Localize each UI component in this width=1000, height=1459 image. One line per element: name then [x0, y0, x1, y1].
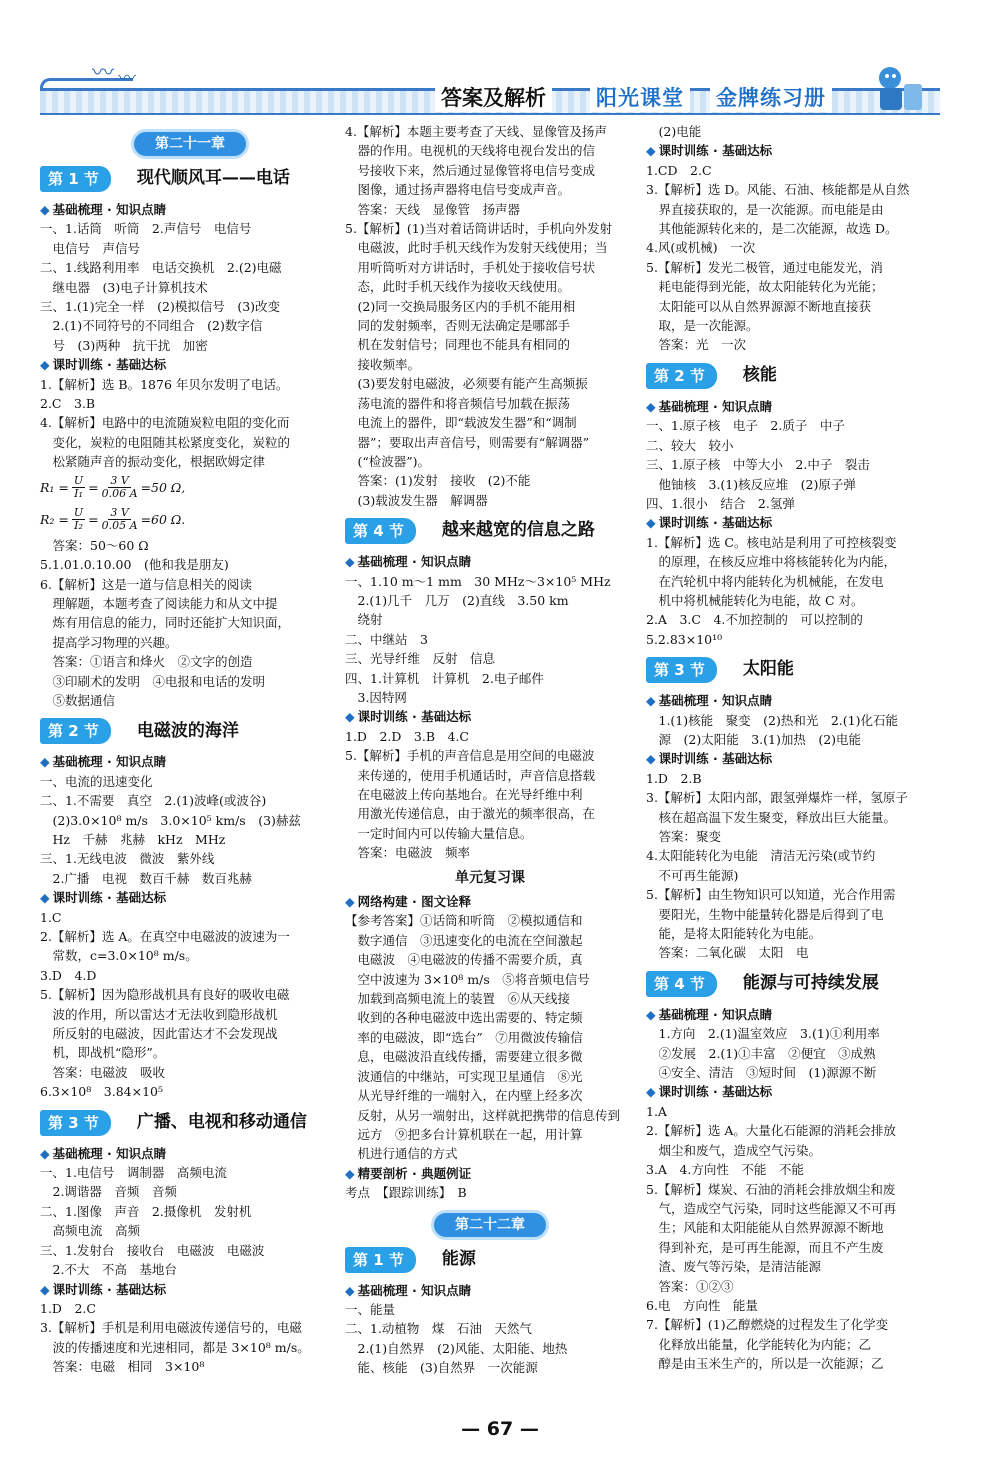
subheading: ◆ 网络构建 · 图文诠释	[345, 892, 635, 911]
section-title: 核能	[742, 365, 777, 386]
answer-line: 率的电磁波，即“选台” ⑦用微波传输信	[345, 1029, 583, 1045]
answer-line: 耗电能得到光能，故太阳能转化为光能；	[646, 279, 884, 295]
answer-line: (2)同一交换局服务区内的手机不能用相	[345, 298, 576, 314]
answer-line: 答案：50～60 Ω	[40, 537, 149, 553]
answer-line: 太阳能可以从自然界源源不断地直接获	[646, 298, 872, 314]
answer-line: 三、1.(1)完全一样 (2)模拟信号 (3)改变	[40, 299, 281, 315]
answer-list	[646, 711, 940, 750]
answer-line: 4.【解析】本题主要考查了天线、显像管及扬声	[345, 124, 607, 139]
answer-line: (“检波器”)。	[345, 453, 431, 469]
answer-line: 变化，炭粒的电阻随其松紧度变化，炭粒的	[40, 434, 291, 450]
answer-line: 息，电磁波沿直线传播，需要建立很多微	[345, 1049, 583, 1065]
answer-list	[345, 911, 635, 1163]
answer-line: 1.A	[646, 1103, 667, 1119]
answer-line: 松紧随声音的振动变化，根据欧姆定律	[40, 454, 266, 470]
answer-line: 能、核能 (3)自然界 一次能源	[345, 1360, 538, 1376]
subheading: ◆ 课时训练 · 基础达标	[40, 355, 340, 374]
answer-line: 答案：聚变	[646, 829, 722, 844]
page-header	[0, 0, 1000, 118]
answer-line: 4.风(或机械) 一次	[646, 240, 756, 256]
answer-line: 化释放出能量，化学能转化为内能；乙	[646, 1336, 872, 1352]
answer-line: 器”；要取出声音信号，则需要有“解调器”	[345, 434, 590, 450]
answer-line: 答案：二氧化碳 太阳 电	[646, 945, 809, 961]
answer-line: 3.【解析】手机是利用电磁波传递信号的，电磁	[40, 1320, 302, 1336]
answer-line: 4.太阳能转化为电能 清洁无污染(或节约	[646, 848, 876, 864]
answer-line: 醇是由玉米生产的，所以是一次能源；乙	[646, 1356, 884, 1372]
answer-line: 5.【解析】因为隐形战机具有良好的吸收电磁	[40, 987, 290, 1003]
answer-line: 5.【解析】由生物知识可以知道，光合作用需	[646, 887, 896, 903]
answer-line: 5.2.83×10¹⁰	[646, 631, 723, 647]
answer-line: 收到的各种电磁波中选出需要的、特定频	[345, 1010, 583, 1026]
answer-line: 1.【解析】选 B。1876 年贝尔发明了电话。	[40, 376, 289, 392]
answer-line: 6.电 方向性 能量	[646, 1297, 758, 1313]
answer-line: 数字通信 ③迅速变化的电流在空间激起	[345, 932, 583, 948]
answer-line: 2.调谐器 音频 音频	[40, 1184, 177, 1200]
answer-line: 电磁波 ④电磁波的传播不需要介质，真	[345, 952, 583, 968]
answer-line: 考点 【跟踪训练】 B	[345, 1185, 467, 1201]
answer-line: 远方 ⑨把多台计算机联在一起，用计算	[345, 1126, 583, 1142]
answer-line: ⑤数据通信	[40, 692, 116, 708]
column-middle	[345, 122, 635, 1378]
answer-line: 2.广播 电视 数百千赫 数百兆赫	[40, 870, 252, 886]
answer-line: 1.D 2.C	[40, 1300, 96, 1316]
section-header	[40, 166, 340, 192]
answer-line: 答案：电磁波 频率	[345, 845, 471, 861]
answer-line: 3.【解析】选 D。风能、石油、核能都是从自然	[646, 182, 910, 198]
numerator: 3 V	[110, 474, 129, 488]
answer-line: 荡电流的器件和将音频信号加载在振荡	[345, 395, 571, 411]
answer-line: 4.【解析】电路中的电流随炭粒电阻的变化而	[40, 415, 290, 431]
section-tag: 第 4 节	[345, 518, 416, 544]
answer-line: 1.CD 2.C	[646, 162, 712, 178]
fraction	[102, 507, 138, 532]
answer-line: 接收频率。	[345, 356, 421, 372]
answer-line: 用听筒听对方讲话时，手机处于接收信号状	[345, 259, 596, 275]
answer-line: 用激光传递信息，由于激光的频率很高，在	[345, 806, 596, 822]
answer-line: 机中将机械能转化为电能，故 C 对。	[646, 592, 864, 608]
section-tag: 第 3 节	[40, 1110, 111, 1136]
answer-line: 一、电流的迅速变化	[40, 773, 153, 789]
answer-line: 三、1.无线电波 微波 紫外线	[40, 851, 215, 867]
answer-line: 波通信的中继站，可实现卫星通信 ⑧光	[345, 1068, 583, 1084]
numerator: 3 V	[110, 506, 129, 520]
subheading: ◆ 课时训练 · 基础达标	[40, 888, 340, 907]
subheading: ◆ 基础梳理 · 知识点睛	[345, 552, 635, 571]
answer-line: 生；风能和太阳能能从自然界源源不断地	[646, 1220, 884, 1236]
subheading: ◆ 基础梳理 · 知识点睛	[345, 1281, 635, 1300]
answer-line: 5.【解析】煤炭、石油的消耗会排放烟尘和废	[646, 1181, 896, 1197]
header-title: 答案及解析	[435, 82, 552, 112]
answer-line: (3)载波发生器 解调器	[345, 492, 488, 508]
equals-sign: =	[88, 511, 99, 527]
section-title: 太阳能	[742, 659, 794, 680]
section-header	[345, 1247, 635, 1273]
subheading: ◆ 基础梳理 · 知识点睛	[646, 1005, 940, 1024]
page-number: — 67 —	[461, 1418, 539, 1440]
answer-line: 来传递的，使用手机通话时，声音信息搭载	[345, 767, 596, 783]
answer-list	[40, 772, 340, 888]
answer-line: 答案：①②③	[646, 1278, 734, 1294]
fraction	[72, 507, 85, 532]
answer-line: 2.【解析】选 A。在真空中电磁波的波速为一	[40, 929, 290, 944]
answer-line: 三、1.原子核 中等大小 2.中子 裂击	[646, 457, 870, 473]
section-tag: 第 1 节	[40, 166, 111, 192]
answer-line: 界直接获取的，是一次能源。而电能是由	[646, 201, 884, 217]
answer-line: 空中波速为 3×10⁸ m/s ⑤将音频电信号	[345, 971, 590, 987]
answer-list	[646, 769, 940, 963]
mascot-icon	[868, 58, 928, 114]
answer-line: 5.【解析】(1)当对着话筒讲话时，手机向外发射	[345, 221, 613, 237]
answer-line: 电流上的器件，即“载波发生器”和“调制	[345, 415, 577, 431]
answer-line: 1.D 2.D 3.B 4.C	[345, 728, 469, 744]
answer-line: 答案：(1)发射 接收 (2)不能	[345, 473, 531, 489]
column-left	[40, 122, 340, 1377]
denominator: I₂	[74, 519, 83, 533]
answer-line: 继电器 (3)电子计算机技术	[40, 279, 208, 295]
answer-line: 常数，c=3.0×10⁸ m/s。	[40, 948, 198, 964]
section-tag: 第 4 节	[646, 971, 717, 997]
answer-line: 他铀核 3.(1)核反应堆 (2)原子弹	[646, 476, 856, 492]
subheading: ◆ 基础梳理 · 知识点睛	[646, 691, 940, 710]
answer-line: 所反射的电磁波，因此雷达才不会发现战	[40, 1026, 278, 1042]
answer-line: 的原理，在核反应堆中将核能转化为内能，	[646, 554, 897, 570]
section-title: 现代顺风耳——电话	[136, 168, 290, 189]
column-right	[646, 122, 940, 1374]
answer-list	[646, 161, 940, 355]
chapter-badge: 第二十二章	[434, 1213, 546, 1237]
answer-line: 2.A 3.C 4.不加控制的 可以控制的	[646, 612, 863, 628]
section-title: 广播、电视和移动通信	[136, 1111, 307, 1132]
denominator: I₁	[74, 487, 83, 501]
answer-line: 提高学习物理的兴趣。	[40, 634, 178, 650]
answer-line: 3.【解析】太阳内部，跟氢弹爆炸一样，氢原子	[646, 790, 908, 806]
section-tag: 第 2 节	[646, 363, 717, 389]
answer-line: 高频电流 高频	[40, 1223, 141, 1239]
bird-icon: 〰	[92, 61, 115, 86]
formula-r1	[40, 472, 340, 504]
answer-line: 1.方向 2.(1)温室效应 3.(1)①利用率	[646, 1026, 880, 1042]
answer-line: 3.A 4.方向性 不能 不能	[646, 1162, 804, 1178]
header-brand-2: 金牌练习册	[710, 82, 832, 112]
answer-line: 器的作用。电视机的天线将电视台发出的信	[345, 143, 596, 159]
answer-list	[345, 1183, 635, 1202]
subheading: ◆ 精要剖析 · 典题例证	[345, 1164, 635, 1183]
answer-line: 一、1.电信号 调制器 高频电流	[40, 1165, 227, 1181]
answer-line: 2.C 3.B	[40, 396, 96, 412]
answer-line: 2.(1)不同符号的不同组合 (2)数字信	[40, 318, 263, 334]
answer-line: 2.【解析】选 A。大量化石能源的消耗会排放	[646, 1123, 896, 1139]
answer-line: 烟尘和废气，造成空气污染。	[646, 1142, 822, 1158]
answer-list	[40, 219, 340, 355]
answer-line: 一、1.10 m～1 mm 30 MHz～3×10⁵ MHz	[345, 573, 611, 589]
answer-line: 波的传播速度和光速相同，都是 3×10⁸ m/s。	[40, 1339, 310, 1355]
section-title: 越来越宽的信息之路	[441, 520, 595, 541]
denominator: 0.05 A	[101, 519, 138, 533]
answer-line: 3.因特网	[345, 689, 407, 705]
answer-line: 机进行通信的方式	[345, 1146, 458, 1162]
unit-review-title: 单元复习课	[455, 869, 525, 886]
answer-line: 在电磁波上传向基地台。在光导纤维中利	[345, 787, 583, 802]
answer-line: 1.C	[40, 909, 62, 925]
answer-line: 答案：电磁 相同 3×10⁸	[40, 1359, 205, 1375]
answer-list	[40, 1163, 340, 1279]
answer-line: 其他能源转化来的，是二次能源，故选 D。	[646, 221, 898, 237]
section-header	[345, 518, 635, 544]
answer-line: ②发展 2.(1)①丰富 ②便宜 ③成熟	[646, 1045, 876, 1061]
answer-line: 二、1.动植物 煤 石油 天然气	[345, 1321, 532, 1337]
watermark-logo	[838, 1385, 988, 1455]
answer-line: 源 (2)太阳能 3.(1)加热 (2)电能	[646, 731, 862, 747]
answer-line: 能，是将太阳能转化为电能。	[646, 926, 822, 942]
subheading: ◆ 基础梳理 · 知识点睛	[40, 200, 340, 219]
answer-list	[345, 727, 635, 863]
formula-r2	[40, 504, 340, 536]
numerator: U	[73, 506, 84, 520]
subheading: ◆ 课时训练 · 基础达标	[646, 1082, 940, 1101]
header-brand: 阳光课堂	[590, 82, 690, 112]
section-header	[646, 657, 940, 683]
answer-line: 四、1.计算机 计算机 2.电子邮件	[345, 670, 544, 686]
answer-list	[646, 1024, 940, 1082]
answer-line: 取，是一次能源。	[646, 318, 759, 334]
answer-line: 得到补充，是可再生能源，而且不产生废	[646, 1239, 884, 1255]
answer-list	[646, 416, 940, 513]
answer-line: 6.【解析】这是一道与信息相关的阅读	[40, 576, 252, 592]
answer-line: ③印刷术的发明 ④电报和电话的发明	[40, 673, 266, 689]
answer-line: 炼有用信息的能力，同时还能扩大知识面，	[40, 615, 291, 631]
section-tag: 第 3 节	[646, 657, 717, 683]
answer-list	[40, 375, 340, 472]
answer-line: 号 (3)两种 抗干扰 加密	[40, 337, 208, 353]
subheading: ◆ 课时训练 · 基础达标	[646, 513, 940, 532]
subheading: ◆ 课时训练 · 基础达标	[646, 141, 940, 160]
formula-lhs: R₁ =	[40, 479, 69, 495]
answer-line: 要阳光，生物中能量转化器是后得到了电	[646, 906, 884, 922]
answer-line: 渣、废气等污染，是清洁能源	[646, 1259, 822, 1275]
answer-line: 气，造成空气污染，同时这些能源又不可再	[646, 1200, 897, 1216]
answer-line: 机，即战机“隐形”。	[40, 1045, 166, 1061]
subheading: ◆ 课时训练 · 基础达标	[40, 1280, 340, 1299]
numerator: U	[73, 474, 84, 488]
formula-rhs: =50 Ω,	[140, 479, 186, 495]
answer-line: Hz 千赫 兆赫 kHz MHz	[40, 831, 226, 847]
subheading: ◆ 基础梳理 · 知识点睛	[40, 752, 340, 771]
answer-list	[646, 1102, 940, 1374]
answer-line: 5.1.01.0.10.00 (他和我是朋友)	[40, 557, 229, 573]
chapter-badge: 第二十一章	[134, 132, 246, 156]
answer-line: 一定时间内可以传输大量信息。	[345, 825, 533, 841]
answer-line: 三、1.发射台 接收台 电磁波 电磁波	[40, 1242, 265, 1258]
subheading: ◆ 课时训练 · 基础达标	[646, 749, 940, 768]
answer-line: 6.3×10⁸ 3.84×10⁵	[40, 1084, 163, 1100]
answer-line: 二、中继站 3	[345, 631, 428, 647]
answer-line: 波的作用，所以雷达才无法收到隐形战机	[40, 1006, 278, 1022]
section-tag: 第 1 节	[345, 1247, 416, 1273]
answer-list	[646, 533, 940, 649]
subheading: ◆ 课时训练 · 基础达标	[345, 707, 635, 726]
answer-line: (2)3.0×10⁸ m/s 3.0×10⁵ km/s (3)赫兹	[40, 812, 301, 828]
answer-line: 三、光导纤维 反射 信息	[345, 651, 496, 667]
answer-line: 一、能量	[345, 1301, 396, 1317]
section-header	[40, 1110, 340, 1136]
answer-line: 号接收下来，然后通过显像管将电信号变成	[345, 162, 596, 178]
answer-line: 图像，通过扬声器将电信号变成声音。	[345, 182, 571, 198]
answer-line: 答案：天线 显像管 扬声器	[345, 201, 521, 217]
answer-line: 二、1.图像 声音 2.摄像机 发射机	[40, 1203, 252, 1219]
denominator: 0.06 A	[101, 487, 138, 501]
answer-line: 【参考答案】①话筒和听筒 ②模拟通信和	[345, 913, 583, 929]
answer-line: 答案：①语言和烽火 ②文字的创造	[40, 654, 253, 670]
answer-line: 电信号 声信号	[40, 240, 141, 256]
answer-line: 5.【解析】发光二极管，通过电能发光，消	[646, 259, 883, 275]
section-header	[40, 718, 340, 744]
fraction	[102, 475, 138, 500]
answer-line: 二、1.不需要 真空 2.(1)波峰(或波谷)	[40, 793, 267, 809]
answer-line: 不可再生能源)	[646, 867, 739, 883]
answer-line: ④安全、清洁 ③短时间 (1)源源不断	[646, 1065, 877, 1081]
answer-line: 一、1.原子核 电子 2.质子 中子	[646, 418, 845, 434]
answer-line: 2.(1)自然界 (2)风能、太阳能、地热	[345, 1340, 568, 1356]
section-title: 电磁波的海洋	[136, 720, 239, 741]
answer-line: 1.(1)核能 聚变 (2)热和光 2.(1)化石能	[646, 712, 898, 728]
answer-line: 二、较大 较小	[646, 437, 734, 453]
answer-line: 二、1.线路利用率 电话交换机 2.(2)电磁	[40, 260, 282, 276]
answer-list	[40, 1299, 340, 1377]
answer-line: 电磁波，此时手机天线作为发射天线使用；当	[345, 240, 608, 256]
answer-line: 1.D 2.B	[646, 770, 702, 786]
answer-line: 在汽轮机中将内能转化为机械能，在发电	[646, 573, 884, 589]
answer-line: 答案：光 一次	[646, 337, 747, 353]
answer-line: 反射，从另一端射出，这样就把携带的信息传到	[345, 1107, 621, 1123]
formula-lhs: R₂ =	[40, 511, 69, 527]
answer-line: 3.D 4.D	[40, 967, 97, 983]
answer-list	[40, 908, 340, 1102]
subheading: ◆ 基础梳理 · 知识点睛	[646, 397, 940, 416]
answer-line: 同的发射频率，否则无法确定是哪部手	[345, 318, 571, 334]
subheading: ◆ 基础梳理 · 知识点睛	[40, 1144, 340, 1163]
section-title: 能源	[441, 1248, 476, 1269]
section-tag: 第 2 节	[40, 718, 111, 744]
answer-list	[345, 1300, 635, 1378]
answer-line: 加载到高频电流上的装置 ⑥从天线接	[345, 991, 571, 1007]
section-header	[646, 363, 940, 389]
bird-icon: 〰	[118, 68, 136, 89]
answer-line: 答案：电磁波 吸收	[40, 1064, 166, 1080]
answer-line: 态，此时手机天线作为接收天线使用。	[345, 279, 571, 295]
answer-line: 机在发射信号；同理也不能具有相同的	[345, 337, 571, 353]
answer-line: 从光导纤维的一端射入，在内壁上经多次	[345, 1088, 583, 1104]
answer-line: 一、1.话筒 听筒 2.声信号 电信号	[40, 221, 252, 237]
answer-line: 绕射	[345, 612, 383, 628]
section-title: 能源与可持续发展	[742, 973, 879, 994]
answer-line: (3)要发射电磁波，必须要有能产生高频振	[345, 376, 588, 392]
answer-line: 核在超高温下发生聚变，释放出巨大能量。	[646, 809, 897, 825]
fraction	[72, 475, 85, 500]
answer-list	[345, 122, 635, 510]
answer-list	[345, 572, 635, 708]
answer-line: 2.不大 不高 基地台	[40, 1262, 177, 1278]
answer-list	[40, 536, 340, 711]
answer-list	[646, 122, 940, 141]
answer-line: 7.【解析】(1)乙醇燃烧的过程发生了化学变	[646, 1317, 889, 1333]
formula-rhs: =60 Ω.	[140, 511, 186, 527]
answer-line: 1.【解析】选 C。核电站是利用了可控核裂变	[646, 534, 897, 550]
answer-line: 四、1.很小 结合 2.氢弹	[646, 495, 795, 511]
answer-line: 5.【解析】手机的声音信息是用空间的电磁波	[345, 748, 595, 764]
answer-line: 理解题，本题考查了阅读能力和从文中提	[40, 595, 278, 611]
section-header	[646, 971, 940, 997]
answer-line: (2)电能	[646, 124, 702, 139]
equals-sign: =	[88, 479, 99, 495]
answer-line: 2.(1)几千 几万 (2)直线 3.50 km	[345, 592, 569, 608]
